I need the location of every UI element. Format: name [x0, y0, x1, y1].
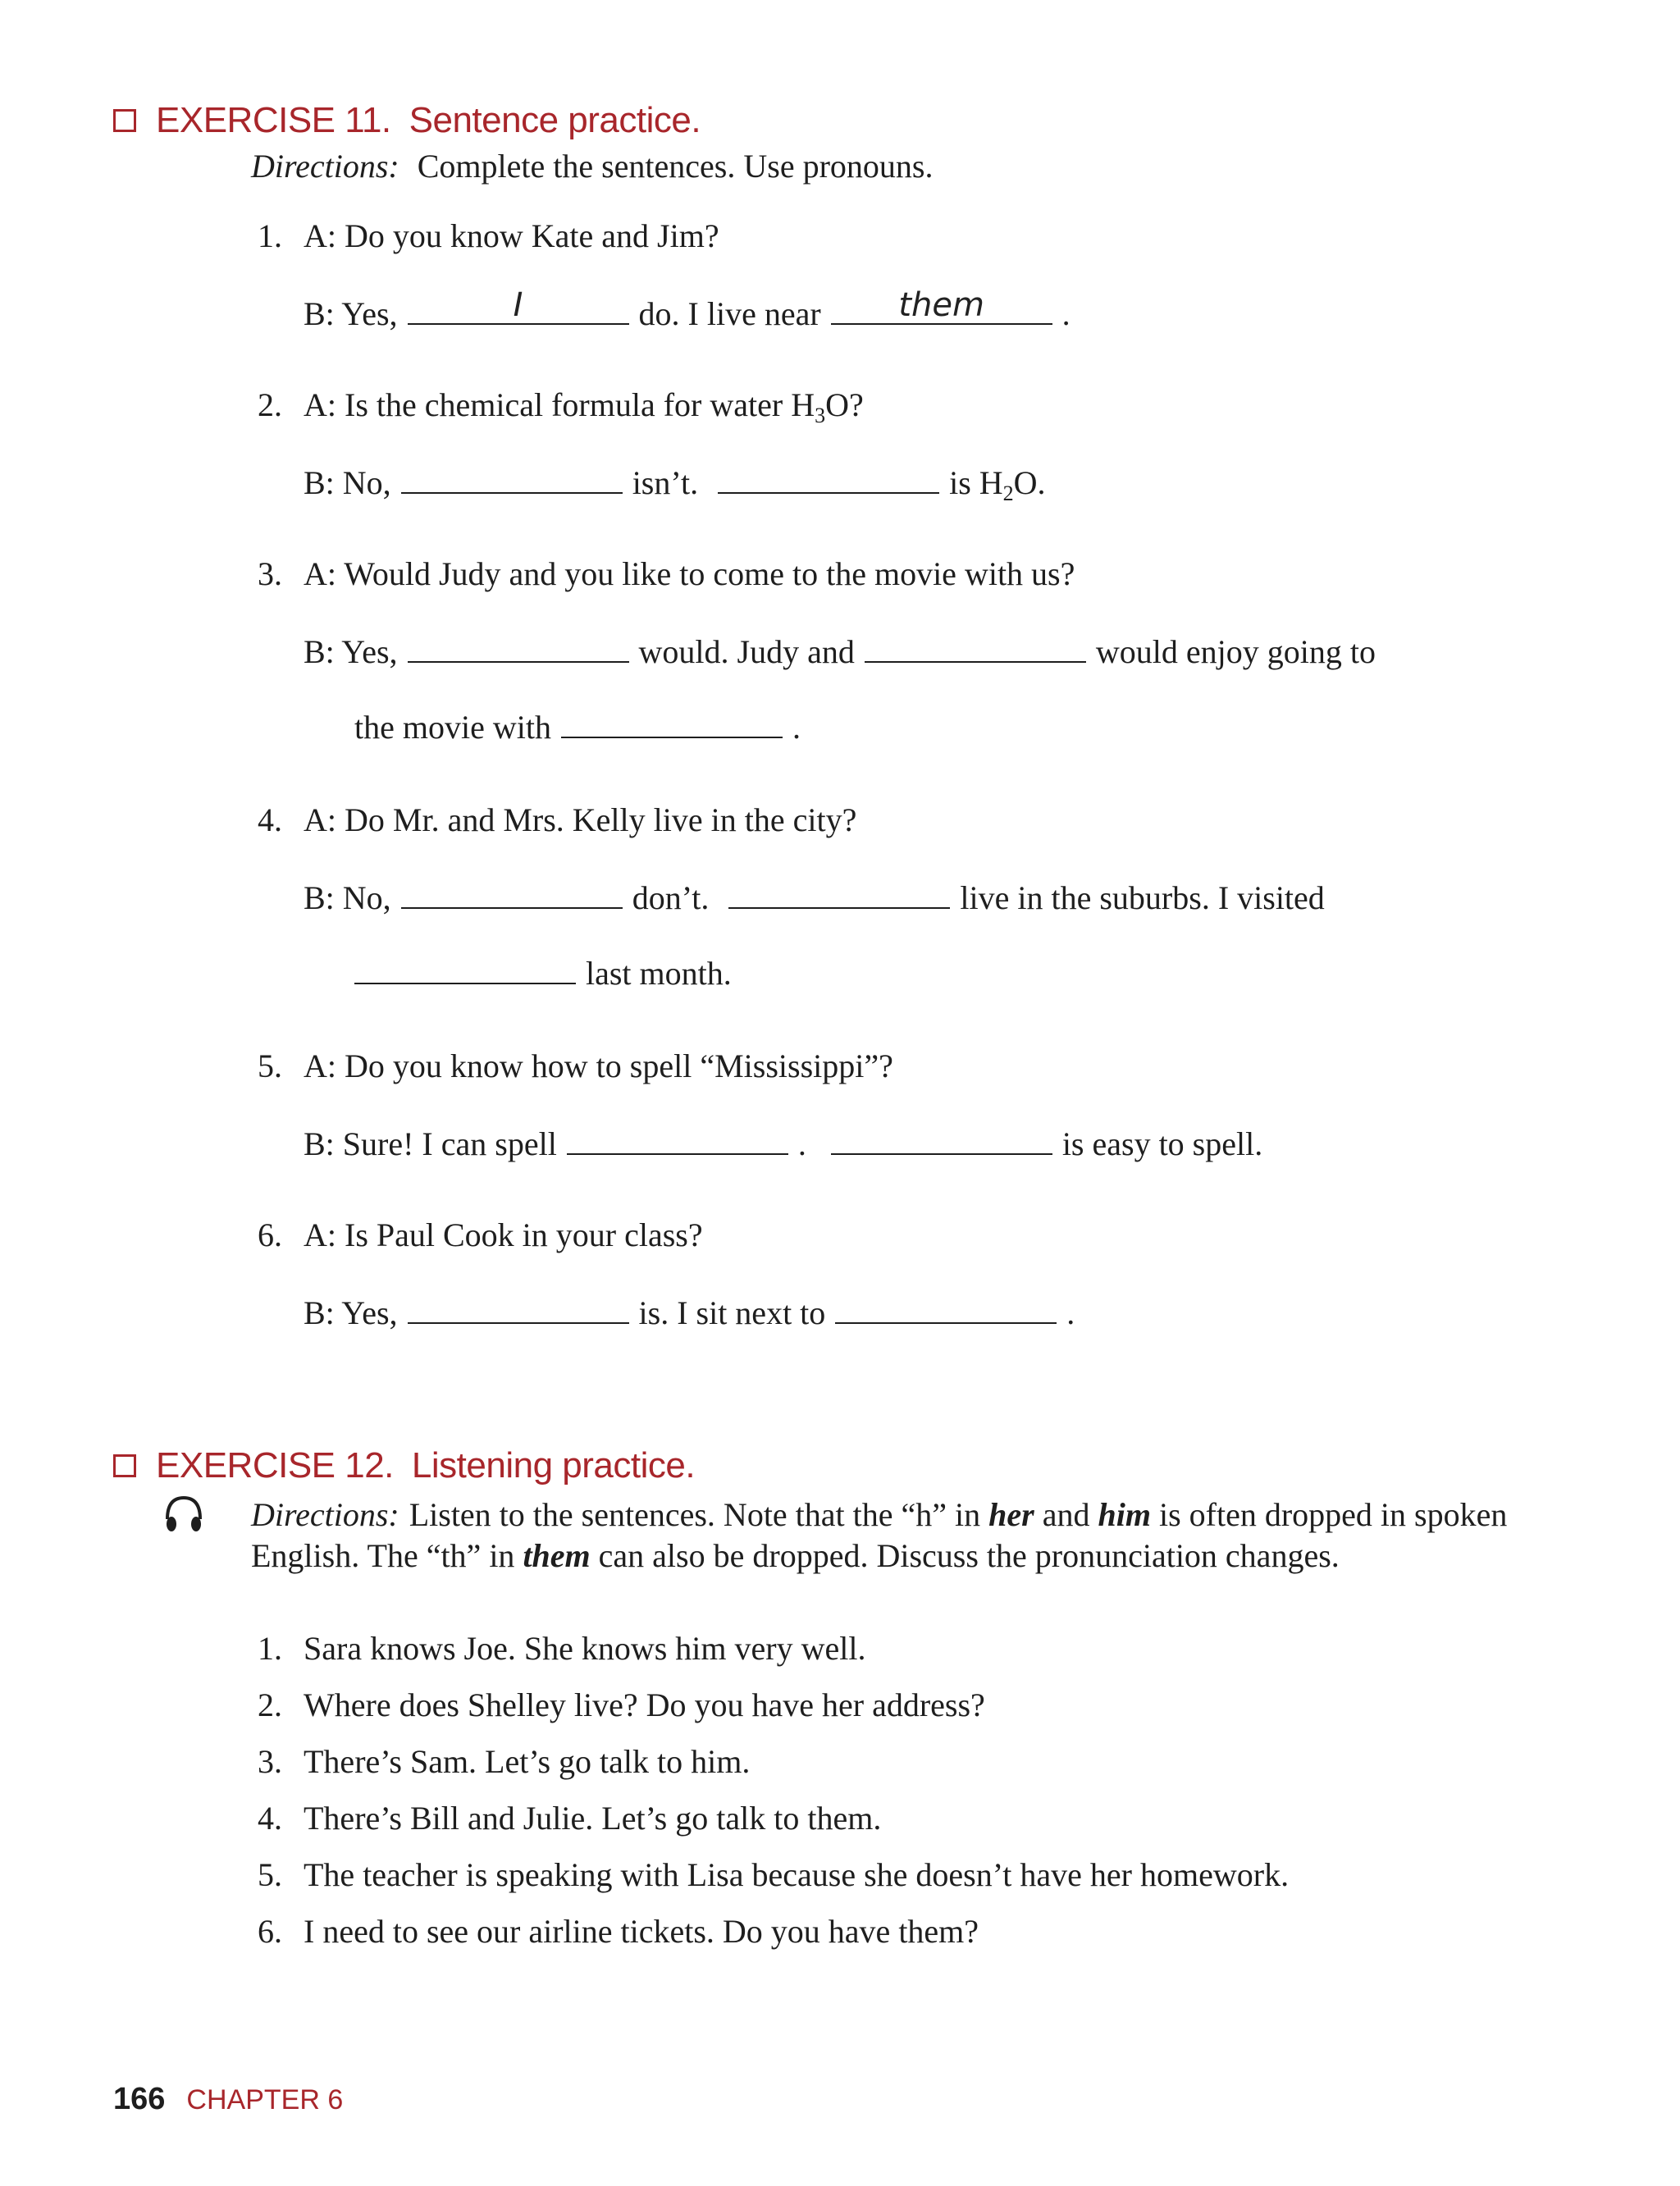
- answer-text: B: Yes,: [304, 295, 398, 332]
- directions-label: Directions:: [251, 148, 399, 185]
- answer-b: [304, 461, 1046, 503]
- chapter-label: CHAPTER 6: [186, 2084, 344, 2115]
- headphones-icon[interactable]: [161, 1491, 207, 1537]
- answer-blank[interactable]: [561, 705, 783, 738]
- exercise-11-directions: [251, 146, 1531, 187]
- answer-text: .: [797, 1125, 806, 1162]
- answer-blank[interactable]: [401, 461, 623, 494]
- listening-sentence: There’s Bill and Julie. Let’s go talk to them.: [304, 1800, 882, 1837]
- directions-text: is often dropped in spoken English. The “th” in: [251, 1496, 1508, 1574]
- answer-blank[interactable]: [408, 1291, 629, 1324]
- sentence-number: 4.: [258, 1800, 282, 1837]
- answer-b-continued: [354, 952, 732, 993]
- item-number: 4.: [258, 801, 282, 838]
- directions-text: Complete the sentences. Use pronouns.: [417, 148, 934, 185]
- answer-text: the movie with: [354, 709, 551, 746]
- question-a: A: Do you know how to spell “Mississippi”?: [304, 1047, 893, 1084]
- filled-answer: I: [513, 286, 523, 324]
- question-a: A: Do Mr. and Mrs. Kelly live in the city?: [304, 801, 857, 838]
- answer-blank[interactable]: [354, 952, 576, 984]
- answer-text: live in the suburbs. I visited: [960, 879, 1325, 916]
- item-number: 5.: [258, 1047, 282, 1084]
- exercise-11-checkbox[interactable]: [113, 109, 136, 132]
- answer-blank[interactable]: [728, 876, 950, 909]
- item-number: 2.: [258, 386, 282, 423]
- exercise-11-heading: [113, 100, 701, 141]
- listening-sentence: The teacher is speaking with Lisa because she doesn’t have her homework.: [304, 1856, 1290, 1893]
- listening-sentence: Sara knows Joe. She knows him very well.: [304, 1630, 866, 1667]
- answer-text: B: No,: [304, 879, 391, 916]
- answer-text: don’t.: [632, 879, 710, 916]
- question-text: A: Is the chemical formula for water H: [304, 386, 815, 423]
- subscript: 3: [815, 404, 826, 427]
- answer-blank[interactable]: [408, 286, 629, 325]
- answer-text: .: [1061, 295, 1071, 332]
- page-number: 166: [113, 2082, 166, 2116]
- answer-b: [304, 630, 1376, 672]
- listening-sentence: Where does Shelley live? Do you have her address?: [304, 1686, 985, 1723]
- answer-text: is easy to spell.: [1061, 1125, 1263, 1162]
- answer-text: O.: [1013, 464, 1046, 501]
- answer-b: [304, 286, 1071, 334]
- answer-b-continued: [354, 705, 801, 747]
- emphasis-word: her: [988, 1496, 1034, 1533]
- answer-blank[interactable]: [831, 286, 1052, 325]
- answer-text: .: [792, 709, 801, 746]
- answer-text: .: [1066, 1294, 1075, 1331]
- answer-b: [304, 1122, 1262, 1164]
- answer-text: is H: [949, 464, 1003, 501]
- answer-text: B: No,: [304, 464, 391, 501]
- sentence-number: 1.: [258, 1630, 282, 1667]
- answer-blank[interactable]: [831, 1122, 1052, 1155]
- question-a: A: Would Judy and you like to come to the movie with us?: [304, 555, 1075, 592]
- item-number: 6.: [258, 1216, 282, 1253]
- answer-text: isn’t.: [632, 464, 699, 501]
- exercise-12-label: EXERCISE 12.: [156, 1445, 394, 1485]
- answer-text: last month.: [586, 955, 732, 992]
- answer-text: would enjoy going to: [1095, 633, 1376, 670]
- answer-blank[interactable]: [718, 461, 939, 494]
- item-number: 1.: [258, 217, 282, 254]
- exercise-12-heading: [113, 1445, 695, 1486]
- answer-text: B: Yes,: [304, 633, 398, 670]
- answer-blank[interactable]: [401, 876, 623, 909]
- question-a: A: Do you know Kate and Jim?: [304, 217, 719, 254]
- subscript: 2: [1002, 481, 1014, 505]
- answer-blank[interactable]: [865, 630, 1086, 663]
- question-a: [304, 386, 864, 425]
- directions-text: and: [1034, 1496, 1098, 1533]
- directions-text: Listen to the sentences. Note that the “h” in: [409, 1496, 989, 1533]
- answer-blank[interactable]: [408, 630, 629, 663]
- page-footer: [113, 2082, 343, 2117]
- answer-blank[interactable]: [567, 1122, 788, 1155]
- sentence-number: 5.: [258, 1856, 282, 1893]
- answer-text: B: Yes,: [304, 1294, 398, 1331]
- directions-text: can also be dropped. Discuss the pronunciation changes.: [590, 1537, 1340, 1574]
- directions-label: Directions:: [251, 1496, 399, 1533]
- sentence-number: 6.: [258, 1913, 282, 1950]
- exercise-12-directions: [251, 1495, 1531, 1577]
- sentence-number: 2.: [258, 1686, 282, 1723]
- answer-text: B: Sure! I can spell: [304, 1125, 557, 1162]
- exercise-12-title: Listening practice.: [411, 1445, 696, 1485]
- emphasis-word: them: [523, 1537, 591, 1574]
- exercise-11-title: Sentence practice.: [409, 100, 701, 140]
- filled-answer: them: [898, 286, 984, 324]
- sentence-number: 3.: [258, 1743, 282, 1780]
- answer-b: [304, 876, 1325, 918]
- exercise-12-checkbox[interactable]: [113, 1454, 136, 1477]
- listening-sentence: There’s Sam. Let’s go talk to him.: [304, 1743, 751, 1780]
- answer-text: is. I sit next to: [638, 1294, 826, 1331]
- answer-blank[interactable]: [835, 1291, 1057, 1324]
- question-a: A: Is Paul Cook in your class?: [304, 1216, 703, 1253]
- emphasis-word: him: [1098, 1496, 1151, 1533]
- listening-sentence: I need to see our airline tickets. Do you have them?: [304, 1913, 979, 1950]
- exercise-11-label: EXERCISE 11.: [156, 100, 391, 140]
- answer-text: do. I live near: [638, 295, 821, 332]
- question-text: O?: [825, 386, 864, 423]
- item-number: 3.: [258, 555, 282, 592]
- answer-b: [304, 1291, 1075, 1333]
- answer-text: would. Judy and: [638, 633, 855, 670]
